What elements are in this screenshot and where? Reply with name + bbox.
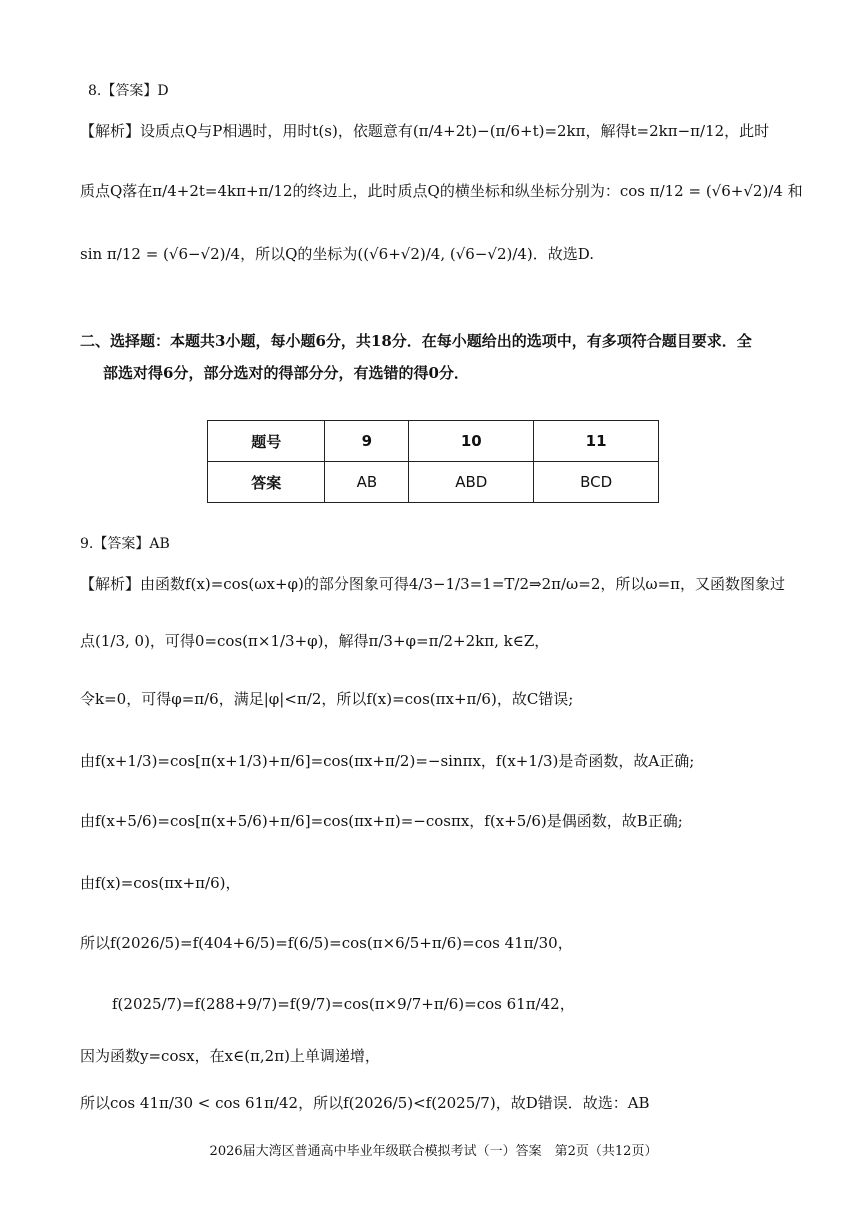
table-cell: BCD — [534, 462, 659, 503]
page-footer: 2026届大湾区普通高中毕业年级联合模拟考试（一）答案 第2页（共12页） — [209, 1144, 658, 1159]
table-cell: 9 — [325, 421, 409, 462]
q8-analysis-line-1: 【解析】设质点Q与P相遇时，用时t(s)，依题意有(π/4+2t)−(π/6+t)=2kπ，解得t=2kπ−π/12，此时 — [80, 122, 770, 140]
q8-analysis-line-2: 质点Q落在π/4+2t=4kπ+π/12的终边上，此时质点Q的横坐标和纵坐标分别为：cos π/12 = (√6+√2)/4 和 — [80, 182, 803, 200]
q9-analysis-line-2: 点(1/3, 0)，可得0=cos(π×1/3+φ)，解得π/3+φ=π/2+2kπ, k∈Z， — [80, 632, 550, 650]
table-cell: AB — [325, 462, 409, 503]
table-row — [208, 462, 659, 503]
q9-analysis-line-6: 由f(x)=cos(πx+π/6)， — [80, 874, 241, 892]
q8-answer-header: 8.【答案】D — [88, 83, 169, 99]
table-cell: 答案 — [208, 462, 325, 503]
table-cell: 11 — [534, 421, 659, 462]
q8-analysis-line-3: sin π/12 = (√6−√2)/4，所以Q的坐标为((√6+√2)/4, (√6−√2)/4)．故选D. — [80, 245, 595, 263]
q9-analysis-line-4: 由f(x+1/3)=cos[π(x+1/3)+π/6]=cos(πx+π/2)=−sinπx，f(x+1/3)是奇函数，故A正确; — [80, 752, 695, 770]
table-cell: 10 — [409, 421, 534, 462]
q9-analysis-line-8: f(2025/7)=f(288+9/7)=f(9/7)=cos(π×9/7+π/6)=cos 61π/42， — [112, 995, 575, 1013]
table-row — [208, 421, 659, 462]
answer-table — [207, 420, 659, 503]
q9-analysis-line-3: 令k=0，可得φ=π/6，满足|φ|<π/2，所以f(x)=cos(πx+π/6)，故C错误; — [80, 690, 574, 708]
table-cell: ABD — [409, 462, 534, 503]
q9-analysis-line-1: 【解析】由函数f(x)=cos(ωx+φ)的部分图象可得4/3−1/3=1=T/2⇒2π/ω=2，所以ω=π，又函数图象过 — [80, 575, 786, 593]
q9-answer-header: 9.【答案】AB — [80, 536, 170, 552]
q9-analysis-line-10: 所以cos 41π/30 < cos 61π/42，所以f(2026/5)<f(2025/7)，故D错误．故选：AB — [80, 1094, 650, 1112]
q9-analysis-line-9: 因为函数y=cosx，在x∈(π,2π)上单调递增， — [80, 1047, 380, 1065]
section-2-heading-line-1: 二、选择题：本题共3小题，每小题6分，共18分．在每小题给出的选项中，有多项符合题目要求．全 — [80, 332, 752, 350]
q9-analysis-line-5: 由f(x+5/6)=cos[π(x+5/6)+π/6]=cos(πx+π)=−cosπx，f(x+5/6)是偶函数，故B正确; — [80, 812, 683, 830]
q9-analysis-line-7: 所以f(2026/5)=f(404+6/5)=f(6/5)=cos(π×6/5+π/6)=cos 41π/30， — [80, 934, 573, 952]
section-2-heading-line-2: 部选对得6分，部分选对的得部分分，有选错的得0分． — [103, 364, 469, 382]
table-cell: 题号 — [208, 421, 325, 462]
